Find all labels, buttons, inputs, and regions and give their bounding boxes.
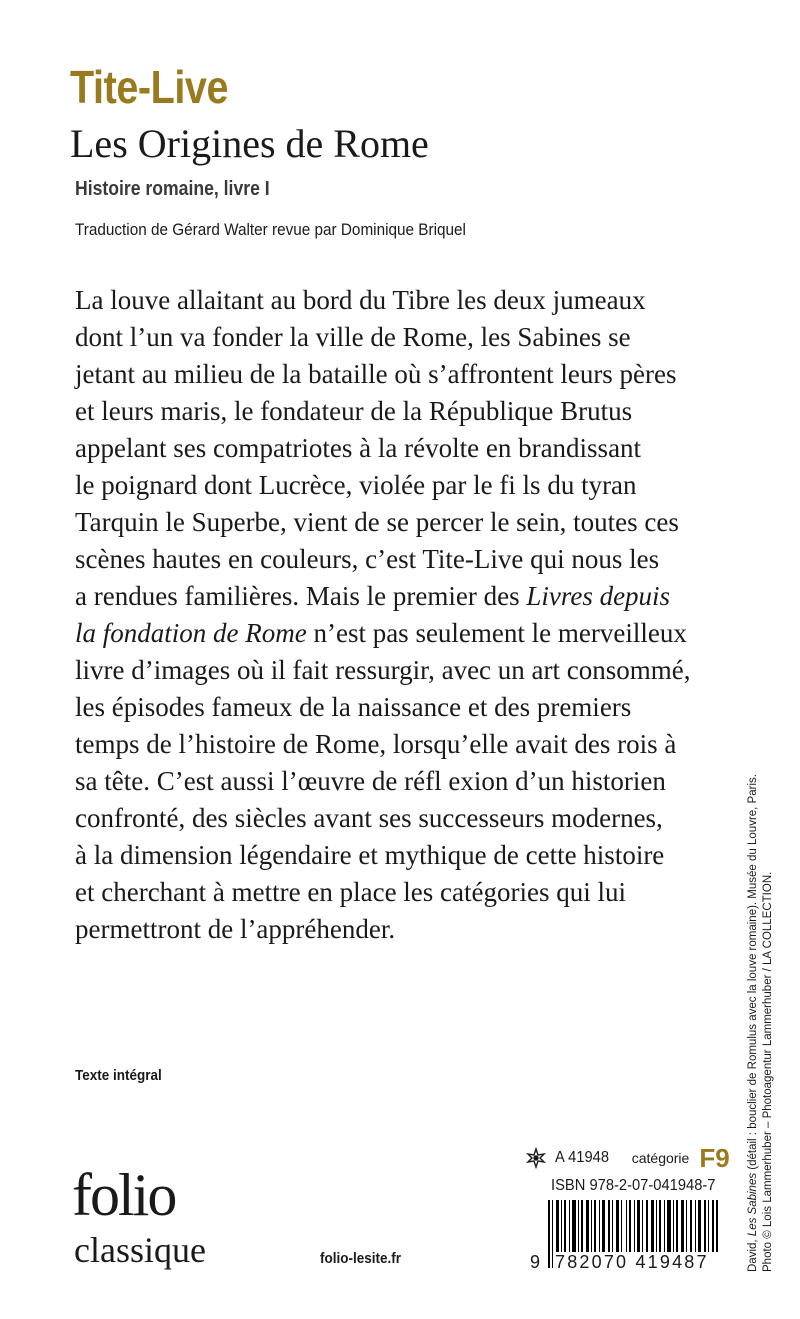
book-series-title: Livres depuis [526, 581, 671, 611]
blurb-line: livre d’images où il fait ressurgir, avec un art consommé, [75, 655, 691, 685]
credits-fragment: (détail : bouclier de Romulus avec la louve romaine). Musée du Louvre, Paris. [747, 774, 759, 1173]
folio-logo-top: folio [72, 1162, 176, 1228]
blurb-fragment: n’est pas seulement le merveilleux [306, 618, 687, 648]
blurb-line: temps de l’histoire de Rome, lorsqu’elle avait des rois à [75, 729, 677, 759]
blurb-line: le poignard dont Lucrèce, violée par le fi ls du tyran [75, 470, 637, 500]
reference-number: A 41948 [555, 1149, 610, 1166]
blurb-line [75, 615, 735, 652]
integral-text-label: Texte intégral [75, 1067, 162, 1084]
category-code: F9 [699, 1142, 730, 1173]
gallimard-star-icon [525, 1147, 547, 1169]
website-link[interactable]: folio-lesite.fr [320, 1250, 402, 1267]
barcode-digits: 782070 419487 [554, 1252, 722, 1273]
blurb-line [75, 578, 735, 615]
blurb-line: scènes hautes en couleurs, c’est Tite-Live qui nous les [75, 544, 660, 574]
credits-fragment: David, [747, 1236, 759, 1272]
barcode-first-digit: 9 [530, 1252, 541, 1272]
blurb-line: et leurs maris, le fondateur de la République Brutus [75, 396, 633, 426]
book-title: Les Origines de Rome [70, 121, 429, 166]
blurb-line: La louve allaitant au bord du Tibre les deux jumeaux [75, 285, 646, 315]
reference-row [525, 1143, 730, 1173]
blurb-line: appelant ses compatriotes à la révolte en brandissant [75, 433, 642, 463]
blurb-line: Tarquin le Superbe, vient de se percer le sein, toutes ces [75, 507, 679, 537]
blurb-line: et cherchant à mettre en place les catégories qui lui [75, 877, 626, 907]
book-series-title: la fondation de Rome [75, 618, 307, 648]
folio-logo-bottom: classique [74, 1230, 206, 1270]
category-label: catégorie [631, 1150, 690, 1166]
isbn-text: ISBN 978-2-07-041948-7 [551, 1177, 716, 1194]
blurb-line: jetant au milieu de la bataille où s’affrontent leurs pères [75, 359, 677, 389]
photo-credits [746, 712, 776, 1272]
author-name: Tite-Live [70, 61, 229, 113]
book-subtitle: Histoire romaine, livre I [75, 178, 270, 200]
painting-title: Les Sabines [747, 1172, 759, 1237]
blurb-text [75, 282, 735, 948]
credits-line [746, 712, 761, 1272]
translation-credit: Traduction de Gérard Walter revue par Dominique Briquel [75, 220, 466, 239]
credits-line: Photo © Lois Lammerhuber – Photoagentur Lammerhuber / LA COLLECTION. [762, 871, 774, 1272]
blurb-line: confronté, des siècles avant ses successeurs modernes, [75, 803, 663, 833]
blurb-fragment: a rendues familières. Mais le premier des [75, 581, 527, 611]
blurb-line: les épisodes fameux de la naissance et des premiers [75, 692, 632, 722]
blurb-line: sa tête. C’est aussi l’œuvre de réfl exion d’un historien [75, 766, 666, 796]
blurb-line: permettront de l’appréhender. [75, 914, 396, 944]
blurb-line: dont l’un va fonder la ville de Rome, les Sabines se [75, 322, 631, 352]
blurb-line: à la dimension légendaire et mythique de cette histoire [75, 840, 665, 870]
